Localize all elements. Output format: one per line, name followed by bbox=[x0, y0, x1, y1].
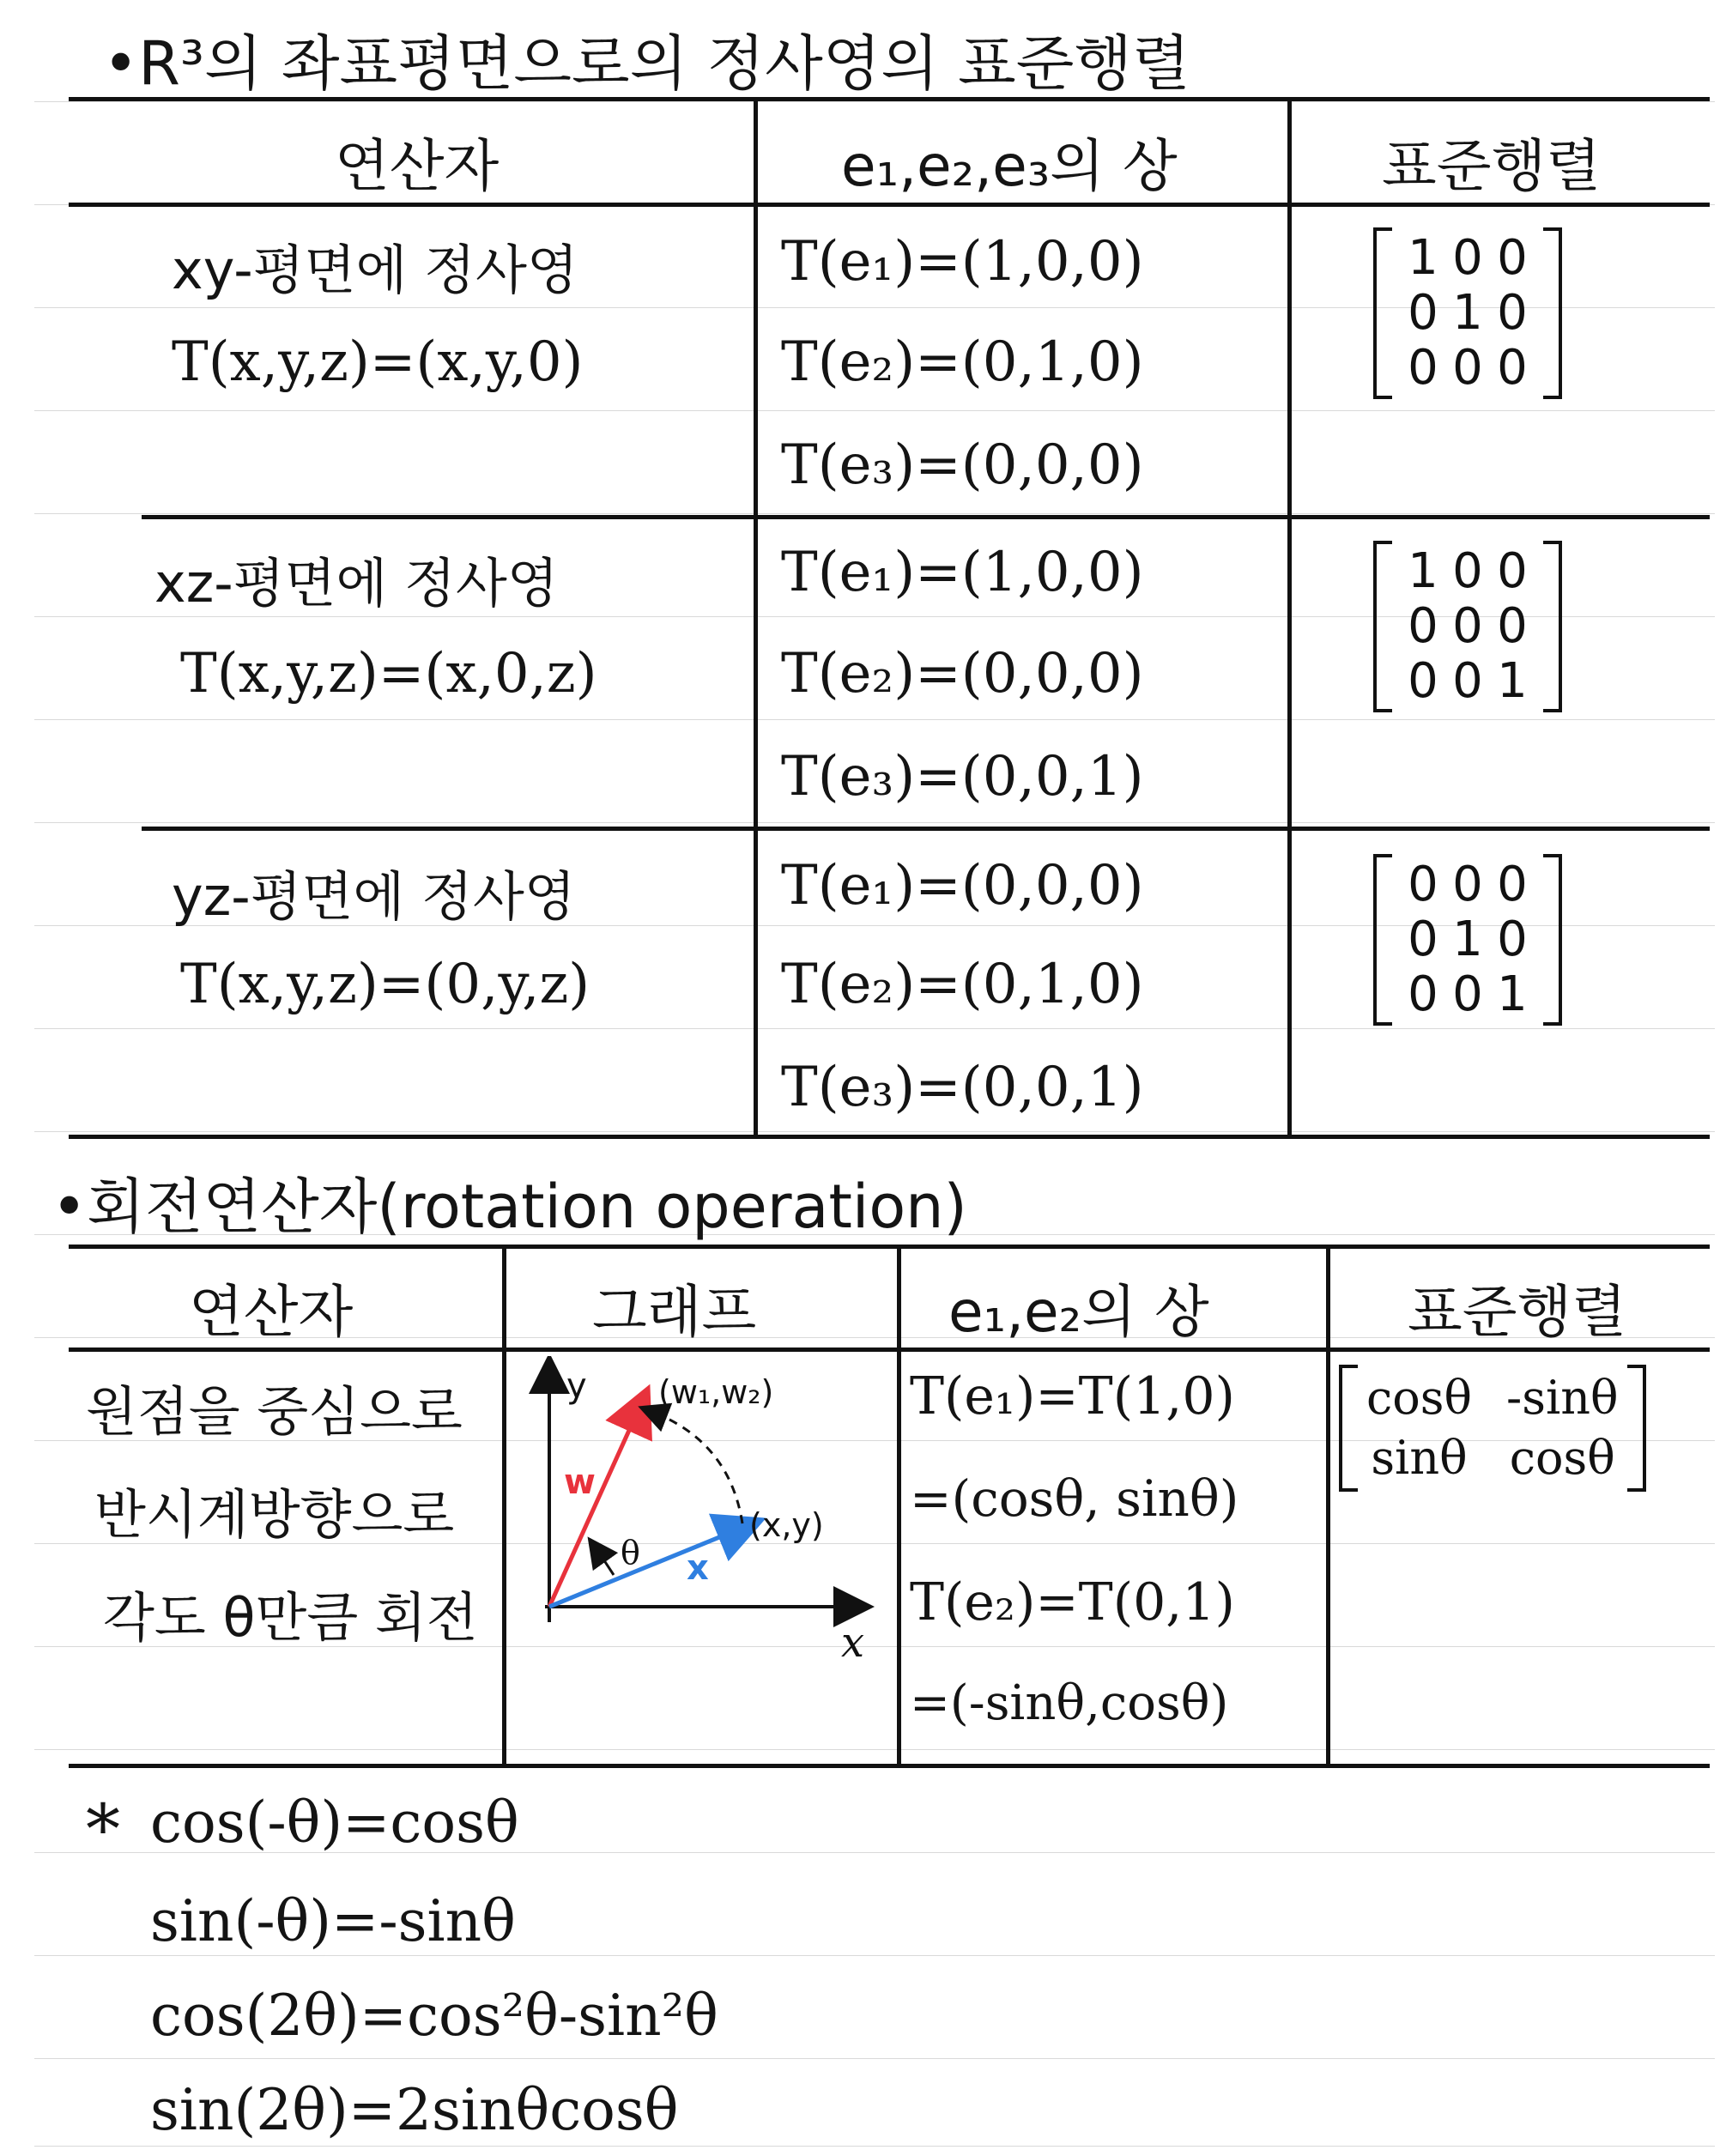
rotation-operator-line-1: 원점을 중심으로 bbox=[86, 1380, 463, 1443]
row-xy-image-e3: T(e₃)=(0,0,0) bbox=[781, 433, 1144, 497]
row-yz-operator-formula: T(x,y,z)=(0,y,z) bbox=[180, 953, 590, 1016]
row-xy-operator-formula: T(x,y,z)=(x,y,0) bbox=[172, 330, 584, 394]
rotation-image-e1: T(e₁)=T(1,0) bbox=[910, 1366, 1235, 1426]
row-yz-image-e2: T(e₂)=(0,1,0) bbox=[781, 953, 1144, 1016]
matrix-entry: 1 bbox=[1497, 966, 1528, 1022]
section2-title: •회전연산자(rotation operation) bbox=[51, 1172, 967, 1242]
left-bracket bbox=[1339, 1365, 1358, 1492]
matrix-entry: 0 bbox=[1497, 285, 1528, 341]
rotation-image-e2-value: =(-sinθ,cosθ) bbox=[910, 1675, 1229, 1731]
row-yz-operator-name: yz-평면에 정사영 bbox=[172, 865, 576, 928]
row-yz-image-e1: T(e₁)=(0,0,0) bbox=[781, 854, 1144, 918]
row-xz-image-e3: T(e₃)=(0,0,1) bbox=[781, 745, 1144, 808]
header-operator: 연산자 bbox=[335, 133, 500, 199]
matrix-entry: 0 bbox=[1452, 543, 1483, 599]
notes-marker: * bbox=[86, 1790, 120, 1869]
matrix-entry: 0 bbox=[1408, 598, 1438, 654]
matrix-entry: 0 bbox=[1408, 911, 1438, 967]
left-bracket bbox=[1373, 541, 1392, 712]
matrix-entry: 0 bbox=[1452, 230, 1483, 286]
matrix-entry: 0 bbox=[1497, 598, 1528, 654]
rotation-header-basis-images: e₁,e₂의 상 bbox=[948, 1279, 1209, 1345]
right-bracket bbox=[1543, 854, 1562, 1026]
row-xz-operator-name: xz-평면에 정사영 bbox=[154, 552, 559, 615]
matrix-entry: cosθ bbox=[1509, 1431, 1615, 1485]
note-line-3: cos(2θ)=cos²θ-sin²θ bbox=[150, 1983, 718, 2049]
matrix-entry: 1 bbox=[1408, 230, 1438, 286]
row-xy-image-e1: T(e₁)=(1,0,0) bbox=[781, 230, 1144, 294]
matrix-entry: 0 bbox=[1408, 653, 1438, 709]
rotation-image-e2: T(e₂)=T(0,1) bbox=[910, 1572, 1235, 1632]
matrix-entry: 0 bbox=[1497, 543, 1528, 599]
matrix-entry: 0 bbox=[1452, 966, 1483, 1022]
rotation-header-standard-matrix: 표준행렬 bbox=[1408, 1279, 1627, 1345]
matrix-entry: 0 bbox=[1452, 340, 1483, 396]
matrix-entry: 0 bbox=[1497, 911, 1528, 967]
note-line-4: sin(2θ)=2sinθcosθ bbox=[150, 2077, 679, 2143]
rotation-graph bbox=[511, 1356, 888, 1682]
matrix-entry: 1 bbox=[1452, 285, 1483, 341]
vector-w-label: w bbox=[564, 1463, 596, 1502]
matrix-entry: 0 bbox=[1408, 966, 1438, 1022]
note-line-2: sin(-θ)=-sinθ bbox=[150, 1888, 516, 1954]
section1-title: •R³의 좌표평면으로의 정사영의 표준행렬 bbox=[103, 28, 1190, 99]
rotation-operator-line-2: 반시계방향으로 bbox=[94, 1483, 455, 1546]
row-xy-image-e2: T(e₂)=(0,1,0) bbox=[781, 330, 1144, 394]
matrix-entry: 0 bbox=[1497, 857, 1528, 912]
right-bracket bbox=[1543, 227, 1562, 399]
rotation-image-e1-value: =(cosθ, sinθ) bbox=[910, 1469, 1239, 1528]
rotation-header-graph: 그래프 bbox=[592, 1279, 757, 1345]
header-basis-images: e₁,e₂,e₃의 상 bbox=[841, 133, 1178, 199]
matrix-entry: 1 bbox=[1408, 543, 1438, 599]
right-bracket bbox=[1543, 541, 1562, 712]
matrix-entry: sinθ bbox=[1371, 1431, 1468, 1485]
row-xy-operator-name: xy-평면에 정사영 bbox=[172, 239, 578, 301]
angle-arc bbox=[597, 1549, 614, 1575]
left-bracket bbox=[1373, 854, 1392, 1026]
vector-x-label: x bbox=[687, 1548, 709, 1588]
rotation-matrix bbox=[1339, 1365, 1646, 1492]
angle-label: θ bbox=[621, 1534, 640, 1572]
row-yz-matrix bbox=[1373, 854, 1562, 1026]
matrix-entry: 0 bbox=[1408, 340, 1438, 396]
note-line-1: cos(-θ)=cosθ bbox=[150, 1790, 519, 1856]
matrix-entry: 0 bbox=[1452, 653, 1483, 709]
matrix-entry: 1 bbox=[1497, 653, 1528, 709]
x-point-label: (x,y) bbox=[749, 1506, 824, 1544]
rotation-operator-line-3: 각도 θ만큼 회전 bbox=[103, 1586, 478, 1649]
matrix-entry: 0 bbox=[1497, 340, 1528, 396]
row-xz-image-e2: T(e₂)=(0,0,0) bbox=[781, 642, 1144, 706]
row-yz-image-e3: T(e₃)=(0,0,1) bbox=[781, 1056, 1144, 1119]
right-bracket bbox=[1627, 1365, 1646, 1492]
rotation-arc bbox=[652, 1412, 742, 1523]
w-point-label: (w₁,w₂) bbox=[658, 1373, 774, 1411]
matrix-entry: 0 bbox=[1452, 857, 1483, 912]
matrix-entry: -sinθ bbox=[1505, 1371, 1619, 1425]
row-xz-operator-formula: T(x,y,z)=(x,0,z) bbox=[180, 642, 597, 706]
y-axis-label: y bbox=[566, 1366, 587, 1406]
matrix-entry: 1 bbox=[1452, 911, 1483, 967]
matrix-entry: cosθ bbox=[1366, 1371, 1472, 1425]
x-axis-label: x bbox=[841, 1619, 865, 1667]
left-bracket bbox=[1373, 227, 1392, 399]
matrix-entry: 0 bbox=[1408, 857, 1438, 912]
matrix-entry: 0 bbox=[1497, 230, 1528, 286]
matrix-entry: 0 bbox=[1452, 598, 1483, 654]
row-xz-matrix bbox=[1373, 541, 1562, 712]
header-standard-matrix: 표준행렬 bbox=[1382, 133, 1602, 199]
row-xz-image-e1: T(e₁)=(1,0,0) bbox=[781, 541, 1144, 604]
matrix-entry: 0 bbox=[1408, 285, 1438, 341]
row-xy-matrix bbox=[1373, 227, 1562, 399]
rotation-header-operator: 연산자 bbox=[189, 1279, 354, 1345]
